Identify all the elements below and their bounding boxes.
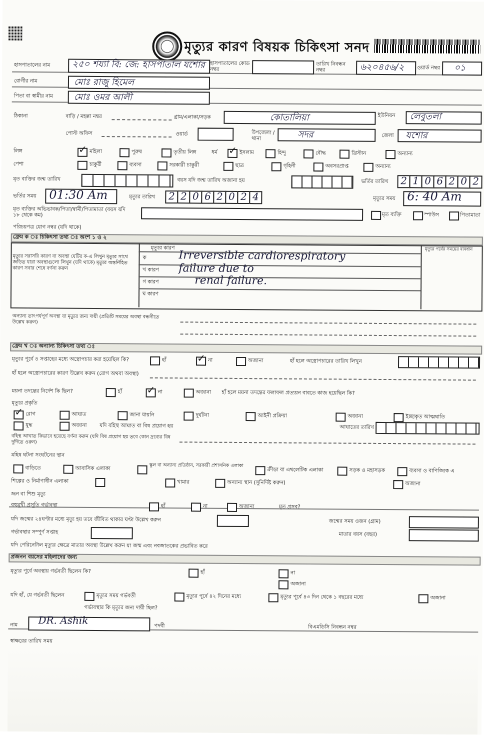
fetal-label: ভ্রূন বা শিশু মৃত্যু	[11, 491, 46, 498]
when-1year-checkbox[interactable]	[268, 593, 278, 602]
place-industrial-checkbox[interactable]	[95, 478, 105, 487]
occupation-housewife-checkbox[interactable]	[271, 162, 281, 171]
religion-islam-checkbox[interactable]	[227, 149, 237, 158]
manner-label: মৃত্যুর প্রকৃতি	[11, 400, 38, 407]
sex-third-checkbox[interactable]	[161, 148, 171, 157]
manner-accident-checkbox[interactable]	[184, 412, 194, 421]
autopsy-yes-checkbox[interactable]	[106, 388, 116, 397]
death-time-value: 6: 40 Am	[407, 189, 462, 204]
sex-label: লিঙ্গ	[13, 148, 23, 155]
dob-label: মৃত ব্যক্তির জন্ম তারিখ	[13, 176, 61, 183]
age-field[interactable]	[291, 175, 353, 188]
war-unknown-checkbox[interactable]	[60, 422, 70, 431]
patient-name-value: মোঃ রাজু হিমেল	[73, 77, 135, 89]
bmdc-label: বিএমডিসি নিবন্ধন নম্বর	[308, 624, 357, 631]
religion-hindu-checkbox[interactable]	[265, 149, 275, 158]
injury-date-field[interactable]	[376, 422, 480, 435]
occupation-other-checkbox[interactable]	[363, 163, 373, 172]
occupation-govt-checkbox[interactable]	[157, 161, 167, 170]
surgery-date-label: হাঁ হলে অস্ত্রোপচারের তারিখ লিখুন	[290, 358, 362, 365]
dob-field[interactable]	[81, 174, 173, 188]
barcode	[374, 39, 480, 54]
section-a-heading: ফ্রেম ক ঃ চিকিৎসা তথ্য ঃ অংশ ১ ও ২	[12, 234, 107, 242]
admit-time-label: ভর্তির সময়	[13, 193, 37, 200]
guardian-parent-checkbox[interactable]	[449, 211, 459, 220]
surgery-question: মৃত্যুর পূর্বে ৪ সপ্তাহের মধ্যে অস্ত্রোপচার করা হয়েছিল কি?	[12, 356, 130, 364]
maternal-heading: প্রজনন বয়সের মহিলাদের জন্য	[10, 554, 77, 561]
ward-field[interactable]	[198, 128, 234, 141]
surgery-unknown-checkbox[interactable]	[236, 357, 246, 366]
when-question: যদি হাঁ, যে গর্ভবতী ছিলেন	[10, 592, 65, 599]
father-name-value: মোঃ ওমর আলী	[73, 92, 133, 104]
when-at-death-checkbox[interactable]	[84, 592, 94, 601]
manner-legal-checkbox[interactable]	[246, 412, 256, 421]
multi-no-checkbox[interactable]	[191, 503, 201, 512]
occupation-student-checkbox[interactable]	[223, 162, 233, 171]
gestation-label: গর্ভাবস্থার সম্পূর্ণ সপ্তাহ	[10, 529, 59, 536]
age-label: বয়স যদি জন্ম তারিখ অজানা হয়	[177, 177, 245, 185]
guardian-deceased-checkbox[interactable]	[371, 211, 381, 220]
pregnant-question: মৃত্যুর পূর্বে অবস্থায় গর্ভবতী ছিলেন কি?	[10, 568, 91, 575]
part1-label: মৃত্যুর সরাসরি কারণ বা অবস্থা যেটির ক-এ লিখুন মৃত্যুর সাথে জড়িত যারা অবস্থাগুলো লিখুন (যদি থাকে) মৃত্যুর অন্তর্নিহিত কারণ সবার শেষে বর্ণনা করুন	[12, 254, 128, 272]
hospital-code-field[interactable]	[252, 60, 314, 74]
death-date-label: মৃত্যুর তারিখ	[129, 194, 156, 201]
father-label: পিতা বা স্বামীর নাম	[13, 93, 54, 100]
doctor-name-value: DR. Ashik	[38, 615, 89, 627]
registration-date-label: তারিখ নিবন্ধন নম্বর	[316, 61, 346, 74]
religion-buddhist-checkbox[interactable]	[303, 149, 313, 158]
multi-yes-checkbox[interactable]	[149, 502, 159, 511]
ward-number-value: ০১	[454, 63, 466, 74]
multi-pregnancy-label: বহুমুখী প্রসূতি গর্ভাবস্থা	[11, 502, 58, 509]
patient-label: রোগীর নাম	[13, 78, 38, 85]
union-label: ইউনিয়ন	[377, 112, 396, 120]
autopsy-note: হাঁ হলে ময়না তদন্তের ফলাফল প্রত্যয়ন বাবতে কাজ হয়েছিল কি?	[221, 389, 355, 397]
hospital-name-value: ২৫০ শয্যা বি: জে: হাসপাতাল যশোর	[72, 59, 205, 71]
address-label: ঠিকানা	[13, 113, 28, 120]
upazila-field[interactable]	[278, 128, 376, 142]
section-b-heading: ফ্রেম খ ঃ অন্যান্য চিকিৎসা তথ্য ঃ	[12, 343, 95, 350]
place-school-checkbox[interactable]	[137, 465, 147, 474]
death-time-label: মৃত্যুর সময়	[373, 195, 396, 203]
place-commercial-checkbox[interactable]	[397, 467, 407, 476]
when-42days-checkbox[interactable]	[174, 593, 184, 602]
place-label: মহিষ ঘটনা সংঘটনের স্থান	[11, 452, 65, 459]
gestation-field[interactable]	[91, 527, 133, 539]
id-label: পরিচয়পত্র যোগ নম্বর (যদি থাকে)	[12, 224, 82, 231]
guardian-spouse-checkbox[interactable]	[413, 211, 423, 220]
hours-survived-field[interactable]	[217, 515, 249, 527]
place-other-checkbox[interactable]	[215, 479, 225, 488]
ward-label: ওয়ার্ড নম্বর	[417, 65, 440, 72]
admit-time-value: 01:30 Am	[49, 187, 108, 203]
autopsy-no-checkbox[interactable]	[146, 388, 156, 397]
occupation-retired-checkbox[interactable]	[313, 162, 323, 171]
pregnant-no-checkbox[interactable]	[279, 569, 289, 578]
guardian-label: মৃত ব্যক্তির অভিভাবক/পিতা/স্বামী/পিতামাতা (বয়স যদি ১৮ থেকে কম)	[13, 206, 126, 219]
surgery-no-checkbox[interactable]	[196, 357, 206, 366]
perinatal-label: যদি পেরিনেটাল মৃত্যুর ক্ষেত্রে মাতার অবস্থা উল্লেখ করুন যা জন্ম এবং নবজাতকের প্রভাবিত করে	[10, 542, 208, 550]
upazila-label: উপজেলা /থানা	[251, 130, 275, 143]
mother-age-label: মাতার বয়স (বছর)	[338, 531, 378, 538]
sex-female-checkbox[interactable]	[77, 148, 87, 157]
manner-injury-checkbox[interactable]	[60, 411, 70, 420]
sex-male-checkbox[interactable]	[119, 148, 129, 157]
autopsy-unknown-checkbox[interactable]	[184, 389, 194, 398]
manner-war-checkbox[interactable]	[14, 421, 24, 430]
religion-label: ধর্ম	[211, 149, 218, 156]
birthweight-field[interactable]	[409, 516, 479, 528]
form-title: মৃত্যুর কারণ বিষয়ক চিকিৎসা সনদ	[184, 39, 370, 56]
cause-line-b: failure due to	[178, 261, 254, 276]
place-home-checkbox[interactable]	[13, 464, 23, 473]
admit-date-label: ভর্তির তারিখ	[361, 178, 389, 186]
occupation-service-checkbox[interactable]	[77, 161, 87, 170]
occupation-business-checkbox[interactable]	[117, 161, 127, 170]
stillborn-label: মৃত প্রসব?	[278, 504, 301, 511]
within24-question: যদি জন্মের ২৪ঘণ্টার মধ্যে মৃত্যু হয় তবে জীবিত থাকার ঘণ্টা উল্লেখ করুন	[10, 516, 161, 524]
external-label: বহিস্থ আঘাত কিভাবে হয়েছে বর্ণনা করুন (যদি বিষ প্রয়োগ হয় তবে কোন দ্রব্যের বিষ দুর্দিতে ওরুন)	[11, 434, 171, 446]
area-label: গ্রাম/এলাকা/সড়ক	[173, 114, 211, 121]
part2-label: অন্যান্য তাৎপর্যপূর্ণ অবস্থা যা মৃত্যুর জন্য দায়ী (প্রতিটি সময়ের অবস্থা বন্ধনীতে উল্লেখ করুন)	[12, 314, 160, 326]
mother-age-field[interactable]	[409, 529, 479, 541]
cause-column-header: মৃত্যুর কারণ	[150, 245, 175, 252]
manner-suicide-checkbox[interactable]	[394, 413, 404, 422]
manner-notknown-checkbox[interactable]	[118, 411, 128, 420]
doctor-name-label: নাম	[10, 622, 18, 629]
village-value: কোতালিয়া	[269, 113, 309, 124]
injury-date-label: আঘাতের তারিখ	[339, 424, 374, 431]
cause-line-a: Irreversible cardiorespiratory	[178, 248, 346, 263]
district-value: যশোর	[405, 131, 428, 142]
multi-unknown-checkbox[interactable]	[227, 503, 237, 512]
assault-label: যদি বহিস্থ আঘাত বা বিষ প্রয়োগ হয়	[99, 423, 174, 430]
union-value: লেবুতলা	[409, 112, 442, 123]
place-road-checkbox[interactable]	[337, 467, 347, 476]
pregnant-unknown-checkbox[interactable]	[278, 580, 288, 589]
upazila-value: সদর	[297, 130, 314, 141]
registration-number-value: ৬২০৪৫৬/২	[360, 62, 405, 74]
cause-line-c: renal failure.	[194, 273, 268, 288]
word-label: ওয়ার্ড	[175, 131, 188, 138]
pregnant-yes-checkbox[interactable]	[189, 569, 199, 578]
surgery-yes-checkbox[interactable]	[150, 356, 160, 365]
place-unknown-checkbox[interactable]	[393, 480, 403, 489]
contributed-question: গর্ভাবস্থার কি মৃত্যুর জন্য দায়ী ছিল?	[84, 604, 158, 612]
when-unknown-checkbox[interactable]	[418, 594, 428, 603]
hospital-code-label: হাসপাতালের কোড নম্বর	[210, 60, 250, 73]
district-label: জেলা	[381, 132, 394, 140]
occupation-label: পেশা	[13, 161, 24, 168]
guardian-field[interactable]	[141, 207, 363, 221]
house-label: বাড়ি / মহল্লা নম্বর	[65, 113, 102, 121]
religion-other-checkbox[interactable]	[385, 150, 395, 159]
manner-disease-checkbox[interactable]	[14, 410, 24, 419]
designation-label: পদবী	[154, 623, 165, 630]
hospital-label: হাসপাতালের নাম	[14, 62, 51, 69]
birthweight-label: জন্মের সময় ওজন (গ্রাম)	[328, 518, 381, 525]
death-certificate-page: মৃত্যুর কারণ বিষয়ক চিকিৎসা সনদ হাসপাতালের নাম ২৫০ শয্যা বি: জে: হাসপাতাল যশোর হাসপাতালের কোড নম্বর তারিখ নিবন্ধন নম্বর ৬২০৪৫৬/২ ওয়ার্ড নম্বর ০১ রোগীর নাম মোঃ রাজু হিমেল পিতা বা স্বামীর নাম মোঃ ওমর আলী ঠিকানা বাড়ি / মহল্লা নম্বর গ্রাম/এলাকা/সড়ক কোতালিয়া ইউনিয়ন লেবুতলা পোস্ট অফিস ওয়ার্ড উপজেলা /থানা সদর জেলা যশোর লিঙ্গ ✓ মহিলা পুরুষ তৃতীয় লিঙ্গ ধর্ম ✓ ইসলাম হিন্দু বৌদ্ধ খ্রিস্টান অন্যান্য পেশা চাকুরী ব্যবসা সরকারী চাকুরী ছাত্র গৃহিনী অবসরপ্রাপ্ত অন্যান্য মৃত ব্যক্তির জন্ম তারিখ বয়স যদি জন্ম তারিখ অজানা হয় ভর্তির তারিখ 2 1 0 6 2 0 2 ভর্তির সময় 01:30 Am মৃত্যুর তারিখ 2 2 0 6 2 0 2 4 মৃত্যুর সময় 6: 40 Am মৃত ব্যক্তির অভিভাবক/পিতা/স্বামী/পিতামাতা (বয়স যদি ১৮ থেকে কম) মৃত ব্যক্তি স্পাউস পিতামাতা পরিচয়পত্র যোগ নম্বর (যদি থাকে) ফ্রেম ক ঃ চিকিৎসা তথ্য ঃ অংশ ১ ও ২ মৃত্যুর কারণ মৃত্যুর পর্বের সময়ের ব্যবধান মৃত্যুর সরাসরি কারণ বা অবস্থা যেটির ক-এ লিখুন মৃত্যুর সাথে জড়িত যারা অবস্থাগুলো লিখুন (যদি থাকে) মৃত্যুর অন্তর্নিহিত কারণ সবার শেষে বর্ণনা করুন ক Irreversible cardiorespiratory খ কারণ failure due to গ কারণ renal failure. ঘ কারণ অন্যান্য তাৎপর্যপূর্ণ অবস্থা যা মৃত্যুর জন্য দায়ী (প্রতিটি সময়ের অবস্থা বন্ধনীতে উল্লেখ করুন) ফ্রেম খ ঃ অন্যান্য চিকিৎসা তথ্য ঃ মৃত্যুর পূর্বে ৪ সপ্তাহের মধ্যে অস্ত্রোপচার করা হয়েছিল কি? হাঁ ✓ না অজানা হাঁ হলে অস্ত্রোপচারের তারিখ লিখুন হাঁ হলে অস্ত্রোপচারের কারণ উল্লেখ করুন (রোগ অথবা অবস্থা) ময়না তদন্তের নির্দেশ কি ছিল? হাঁ ✓ না অজানা হাঁ হলে ময়না তদন্তের ফলাফল প্রত্যয়ন বাবতে কাজ হয়েছিল কি? মৃত্যুর প্রকৃতি ✓ রোগ আঘাত জানা যায়নি দুর্ঘটনা আইনী প্রক্রিয়া অজানা ইচ্ছাকৃত আত্মঘাতি যুদ্ধ অজানা যদি বহিস্থ আঘাত বা বিষ প্রয়োগ হয় আঘাতের তারিখ বহিস্থ আঘাত কিভাবে হয়েছে বর্ণনা করুন (যদি বিষ প্রয়োগ হয় তবে কোন দ্রব্যের বিষ দুর্দিতে ওরুন) মহিষ ঘটনা সংঘটনের স্থান বাড়িতে আবাসিক এলাকা স্কুল বা অন্যান্য প্রতিষ্ঠান, সরকারী প্রশাসনিক এলাকা ক্রীড়া বা এথলেটিক এলাকা সড়ক ও মহাসড়ক ব্যবসা ও বাণিজ্যিক এ শিল্পের ও নির্মাণাধীন এলাকা খামার অন্যান্য স্থান (সুনির্দিষ্ট করুন) অজানা ভ্রূন বা শিশু মৃত্যু বহুমুখী প্রসূতি গর্ভাবস্থা হাঁ না অজানা মৃত প্রসব? যদি জন্মের ২৪ঘণ্টার মধ্যে মৃত্যু হয় তবে জীবিত থাকার ঘণ্টা উল্লেখ করুন জন্মের সময় ওজন (গ্রাম) গর্ভাবস্থার সম্পূর্ণ সপ্তাহ মাতার বয়স (বছর) যদি পেরিনেটাল মৃত্যুর ক্ষেত্রে মাতার অবস্থা উল্লেখ করুন যা জন্ম এবং নবজাতকের প্রভাবিত করে প্রজনন বয়সের মহিলাদের জন্য মৃত্যুর পূর্বে অবস্থায় গর্ভবতী ছিলেন কি? হাঁ না অজানা যদি হাঁ, যে গর্ভবতী ছিলেন মৃত্যুর সময় গর্ভবতী মৃত্যুর পূর্বে ৪২ দিনের মধ্যে মৃত্যুর পূর্বে ৪৩ দিন থেকে ১ বছরের মধ্যে অজানা গর্ভাবস্থার কি মৃত্যুর জন্য দায়ী ছিল? নাম DR. Ashik পদবী বিএমডিসি নিবন্ধন নম্বর স্বাক্ষরের তারিখ সময়	[0, 0, 484, 735]
manner-unknown-checkbox[interactable]	[336, 413, 346, 422]
place-residential-checkbox[interactable]	[63, 465, 73, 474]
religion-christian-checkbox[interactable]	[339, 150, 349, 159]
qr-code-icon	[8, 26, 22, 40]
interval-column-header: মৃত্যুর পর্বের সময়ের ব্যবধান	[424, 247, 473, 253]
surgery-date-field[interactable]	[398, 356, 480, 369]
postoffice-label: পোস্ট অফিস	[65, 130, 93, 137]
signature-date-label: স্বাক্ষরের তারিখ সময়	[10, 638, 53, 645]
place-sports-checkbox[interactable]	[255, 466, 265, 475]
autopsy-question: ময়না তদন্তের নির্দেশ কি ছিল?	[11, 388, 73, 395]
place-farm-checkbox[interactable]	[165, 478, 175, 487]
surgery-reason-label: হাঁ হলে অস্ত্রোপচারের কারণ উল্লেখ করুন (রোগ অথবা অবস্থা)	[11, 370, 139, 378]
